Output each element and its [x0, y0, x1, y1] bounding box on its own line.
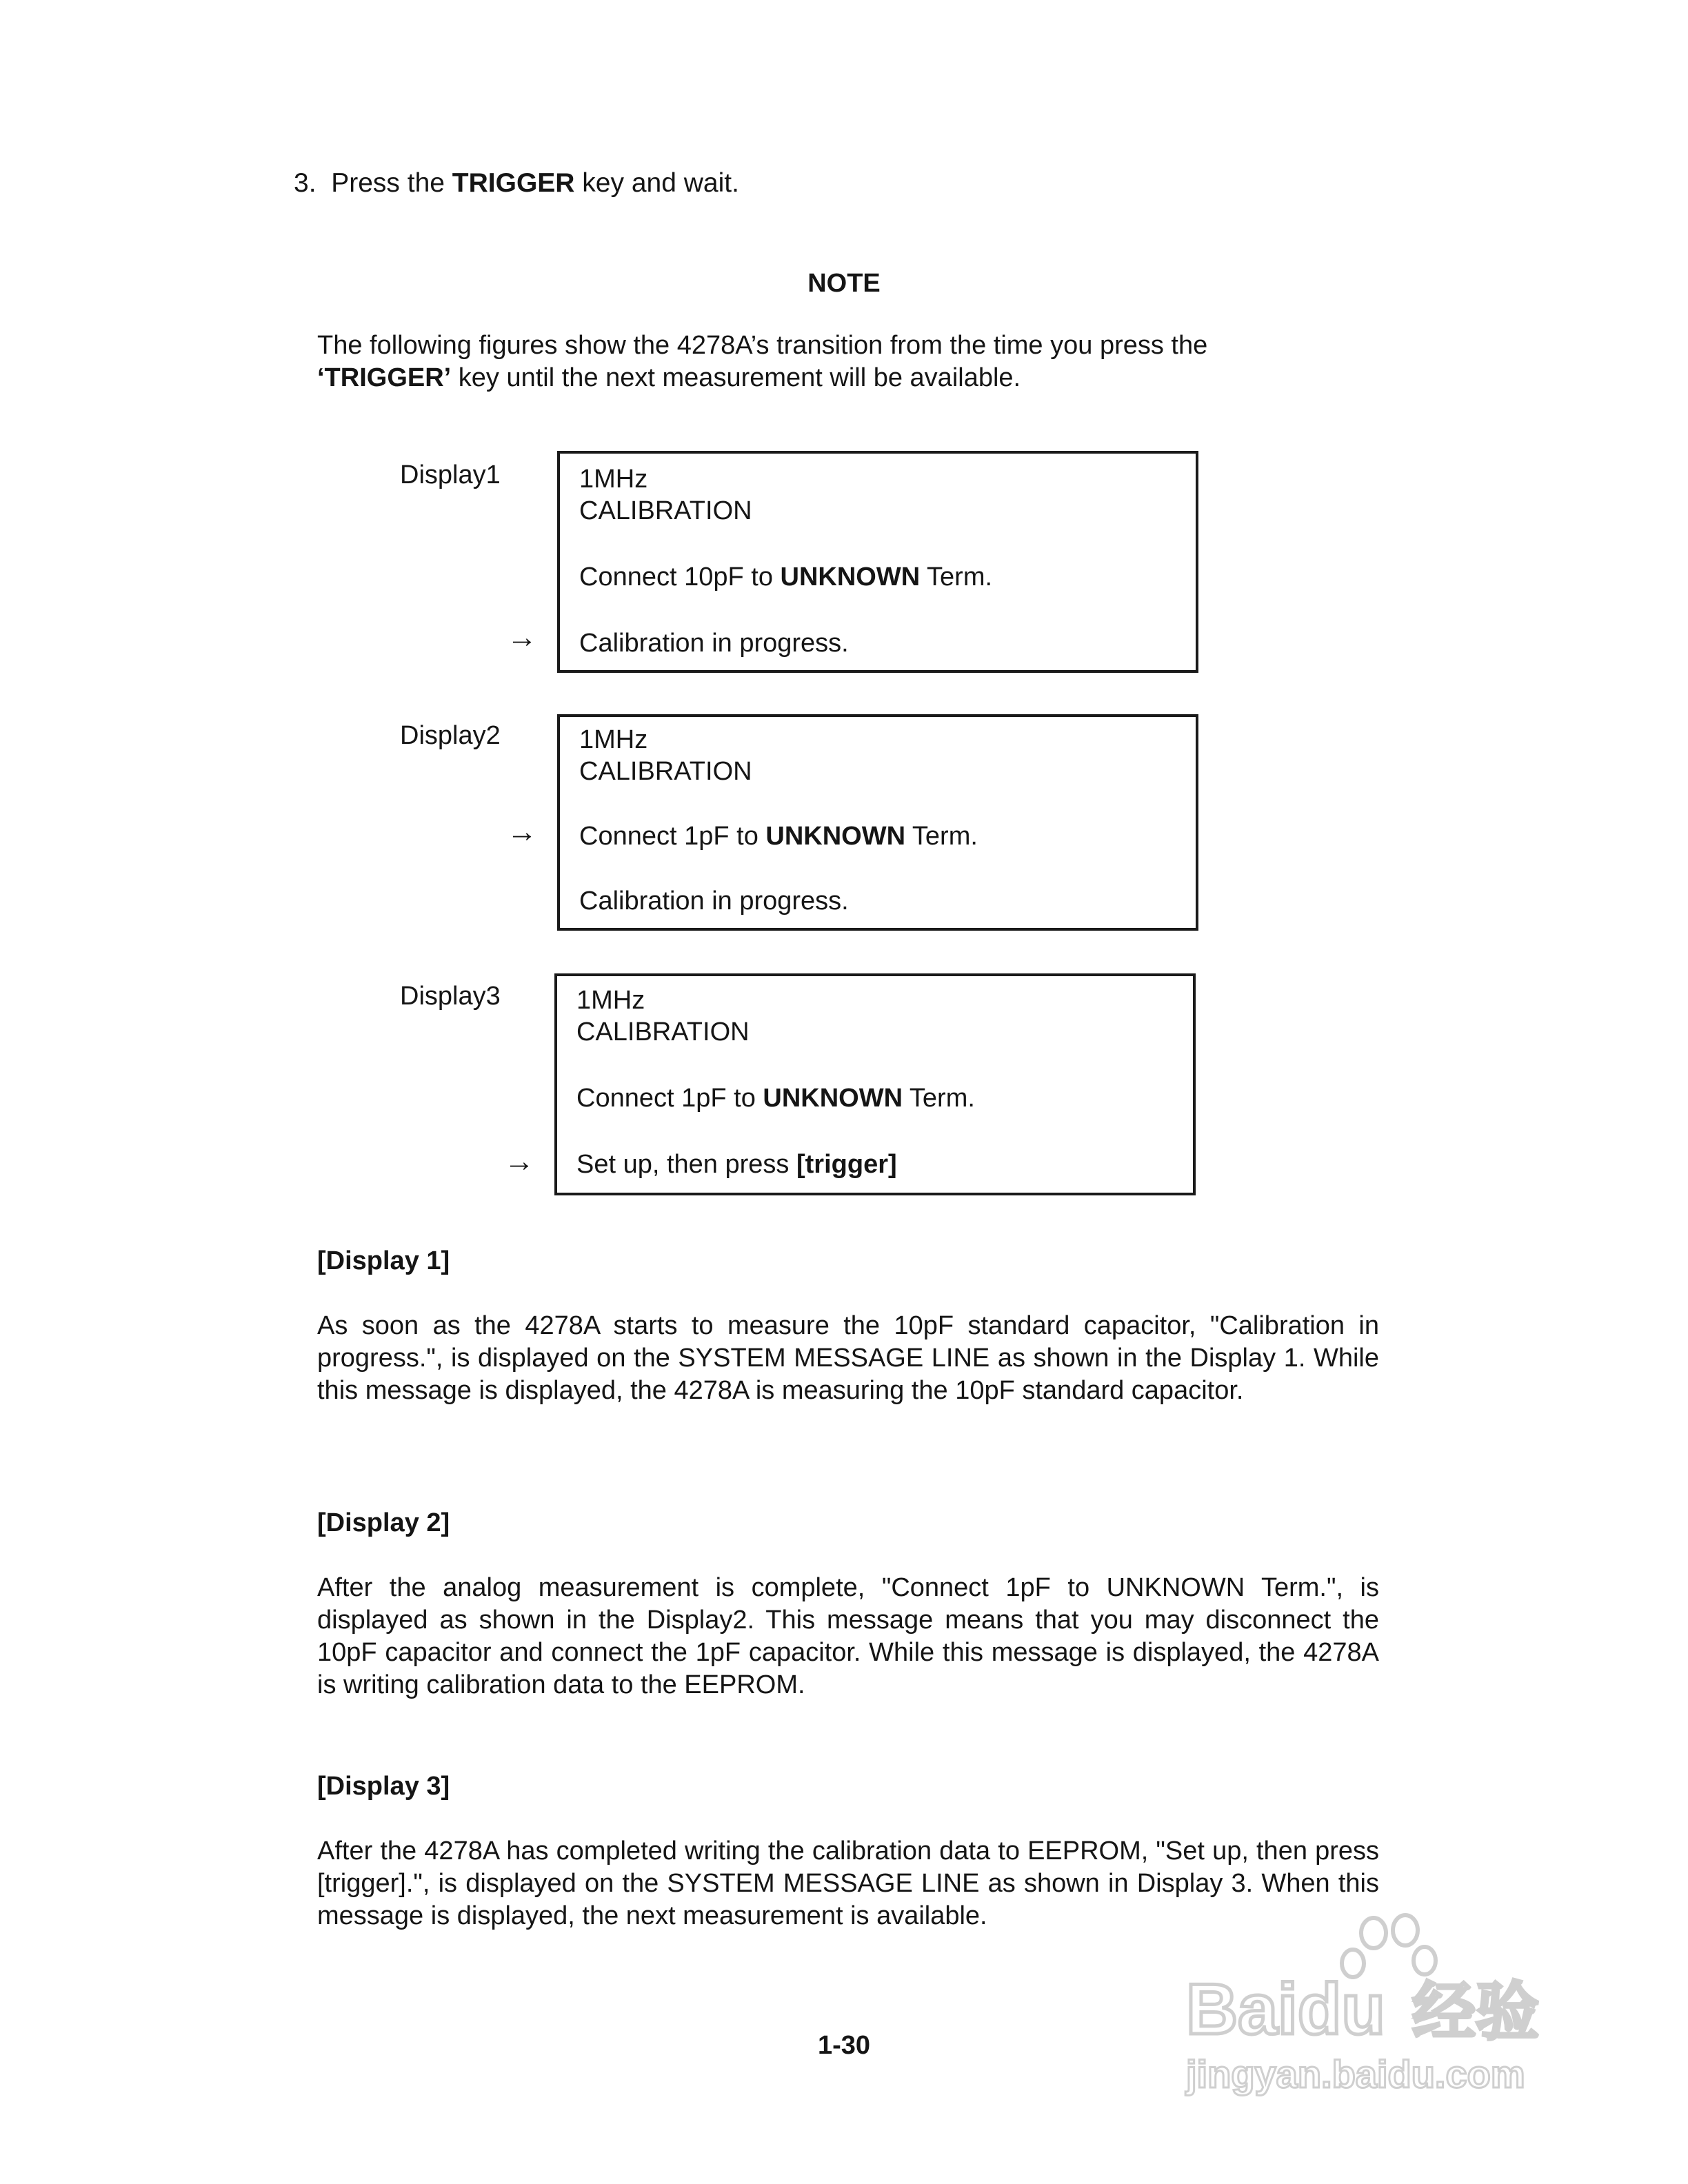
- display2-connect-msg: Connect 1pF to UNKNOWN Term.: [579, 822, 978, 851]
- display3-arrow-icon: →: [504, 1144, 534, 1178]
- display1-mode: CALIBRATION: [579, 496, 752, 525]
- section-display1-text: As soon as the 4278A starts to measure the 10pF standard capacitor, "Calibration in progress.", is displayed on the SYSTEM MESSAGE LINE as shown in the Display 1. While this message is displayed, the 4278A is measuring the 10pF standard capacitor.: [317, 1311, 1379, 1405]
- note-line-2: key until the next measurement will be available.: [451, 363, 1021, 392]
- section-display3-text: After the 4278A has completed writing the calibration data to EEPROM, "Set up, then press [trigger].", is displayed on the SYSTEM MESSAGE LINE as shown in Display 3. When this message is displayed, the next measurement is available.: [317, 1837, 1379, 1930]
- baidu-jingyan-watermark: [1172, 1910, 1586, 2116]
- section-display2-heading: [Display 2]: [317, 1508, 450, 1537]
- note-paragraph: [317, 330, 1379, 394]
- watermark-url: jingyan.baidu.com: [1186, 2052, 1525, 2096]
- display2-system-message: Calibration in progress.: [579, 887, 849, 916]
- display1-screen: [557, 451, 1198, 673]
- display3-mode: CALIBRATION: [576, 1018, 750, 1046]
- display1-frequency: 1MHz: [579, 465, 648, 494]
- display2-mode: CALIBRATION: [579, 757, 752, 786]
- step-text-pre: Press the: [331, 168, 452, 198]
- display3-frequency: 1MHz: [576, 986, 645, 1015]
- display1-system-message: Calibration in progress.: [579, 629, 849, 658]
- step-number: 3.: [294, 168, 316, 198]
- display2-arrow-icon: →: [507, 815, 537, 849]
- display1-label: Display1: [400, 461, 501, 489]
- note-trigger-key: ‘TRIGGER’: [317, 363, 452, 392]
- watermark-brand: Baidu: [1186, 1970, 1385, 2050]
- display2-frequency: 1MHz: [579, 725, 648, 754]
- display2-label: Display2: [400, 721, 501, 750]
- display1-arrow-icon: →: [507, 620, 537, 654]
- display3-connect-msg: Connect 1pF to UNKNOWN Term.: [576, 1084, 975, 1113]
- display2-screen: [557, 714, 1198, 931]
- display3-system-message: Set up, then press [trigger]: [576, 1150, 897, 1179]
- note-title: NOTE: [807, 269, 881, 298]
- note-line-1: The following figures show the 4278A’s transition from the time you press the: [317, 331, 1208, 360]
- section-display2-text: After the analog measurement is complete, "Connect 1pF to UNKNOWN Term.", is displayed as shown in the Display2. This message means that you may disconnect the 10pF capacitor and connect the 1pF capacitor. While this message is displayed, the 4278A is writing calibration data to the EEPROM.: [317, 1573, 1379, 1699]
- trigger-key: TRIGGER: [452, 168, 575, 198]
- display3-label: Display3: [400, 982, 501, 1011]
- watermark-brand-cn: 经验: [1412, 1975, 1540, 2049]
- step-text-post: key and wait.: [574, 168, 739, 198]
- section-display1-heading: [Display 1]: [317, 1246, 450, 1275]
- display3-screen: [554, 973, 1196, 1195]
- display1-connect-msg: Connect 10pF to UNKNOWN Term.: [579, 563, 993, 592]
- section-display3-heading: [Display 3]: [317, 1772, 450, 1801]
- step-3: [294, 168, 739, 199]
- page-number: 1-30: [817, 2031, 871, 2060]
